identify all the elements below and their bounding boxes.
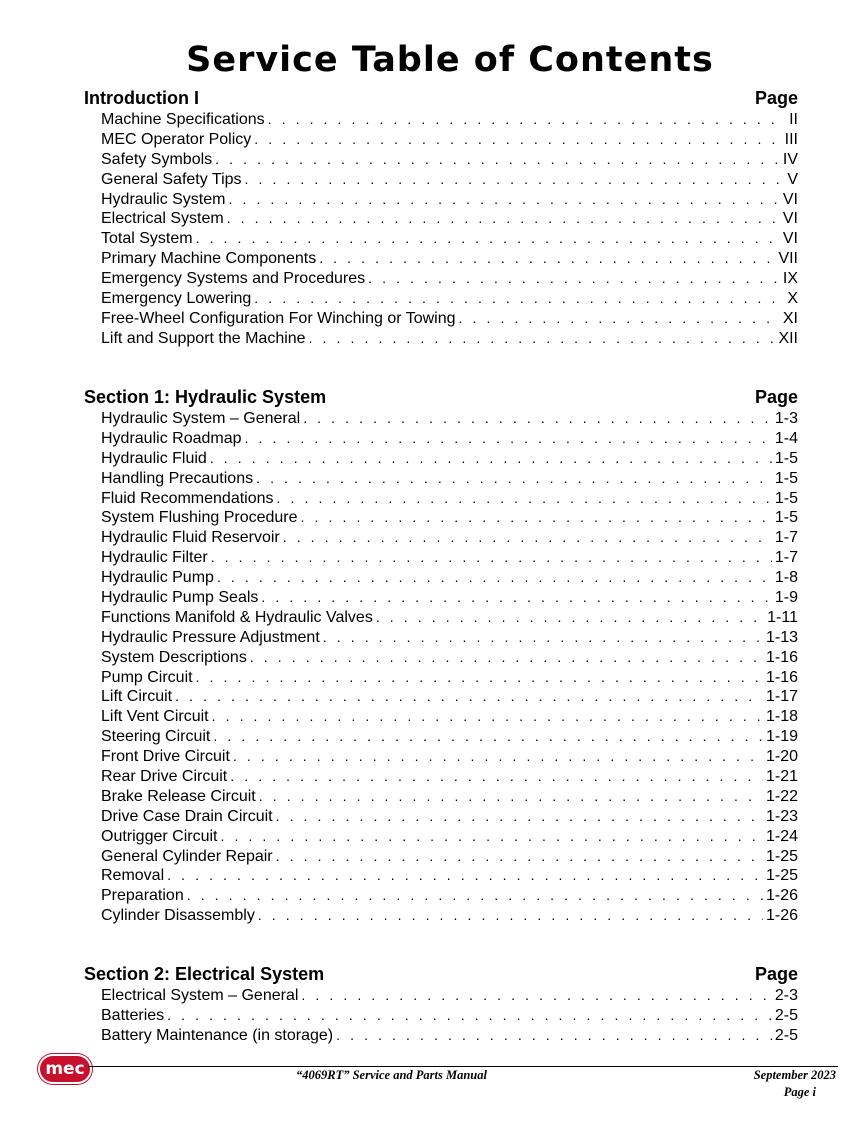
toc-entry-page: 2-5 (774, 1006, 798, 1024)
toc-entry-page: 1-8 (774, 569, 798, 587)
toc-entry-label: Total System (101, 230, 193, 248)
footer-rule (88, 1066, 838, 1067)
toc-entry-page: VI (782, 230, 798, 248)
dot-leader (368, 269, 780, 289)
section-page-label: Page (754, 88, 798, 108)
section-title: Introduction I (84, 88, 199, 108)
toc-entry-page: 1-7 (774, 549, 798, 567)
toc-entry[interactable] (101, 429, 798, 449)
dot-leader (220, 827, 762, 847)
toc-entry[interactable] (101, 767, 798, 787)
toc-entry-label: Emergency Systems and Procedures (101, 270, 366, 288)
toc-entry-label: Battery Maintenance (in storage) (101, 1026, 334, 1044)
footer-date: September 2023 (753, 1068, 836, 1082)
toc-entry-label: Outrigger Circuit (101, 827, 218, 845)
toc-entry-label: Hydraulic Roadmap (101, 429, 242, 447)
toc-entry[interactable] (101, 747, 798, 767)
toc-entry-label: Hydraulic System – General (101, 410, 301, 427)
section-heading (84, 86, 798, 110)
toc-entry-page: 1-17 (765, 688, 798, 706)
dot-leader (215, 150, 780, 170)
toc-entry[interactable] (101, 568, 798, 588)
dot-leader (210, 449, 772, 469)
toc-entry-page: 1-5 (774, 509, 798, 527)
toc-entry-label: Hydraulic System (101, 190, 226, 208)
mec-logo: mec (40, 1056, 90, 1082)
dot-leader (254, 130, 781, 150)
dot-leader (309, 329, 776, 349)
toc-entry[interactable] (101, 886, 798, 906)
toc-entry[interactable] (101, 449, 798, 469)
dot-leader (217, 568, 772, 588)
dot-leader (323, 628, 763, 648)
toc-entry-page: X (787, 290, 798, 308)
toc-entry-page: 1-5 (774, 489, 798, 507)
toc-entry-page: 1-5 (774, 449, 798, 467)
toc-entry-page: 1-26 (765, 907, 798, 925)
toc-entry-label: Hydraulic Fluid (101, 449, 207, 467)
toc-entry[interactable] (101, 648, 798, 668)
toc-entry-label: Electrical System (101, 210, 224, 228)
toc-entry-label: Hydraulic Pressure Adjustment (101, 628, 320, 646)
toc-entry-label: Cylinder Disassembly (101, 907, 255, 925)
section-page-label: Page (754, 387, 798, 407)
dot-leader (196, 229, 780, 249)
toc-entry-label: General Safety Tips (101, 170, 242, 188)
toc-entry-label: Lift Circuit (101, 688, 173, 706)
toc-entry-label: Free-Wheel Configuration For Winching or Towing (101, 309, 456, 327)
toc-entry-page: 1-5 (774, 469, 798, 487)
toc-entry[interactable] (101, 588, 798, 608)
dot-leader (233, 747, 763, 767)
toc-entry-label: Drive Case Drain Circuit (101, 807, 273, 825)
toc-entry-page: XII (778, 329, 798, 347)
dot-leader (245, 170, 785, 190)
footer-page-number: Page i (783, 1085, 816, 1099)
toc-entry[interactable] (101, 170, 798, 190)
toc-entry-label: Pump Circuit (101, 668, 193, 686)
dot-leader (167, 866, 763, 886)
toc-entry-label: Hydraulic Pump (101, 569, 214, 587)
toc-entry-page: 2-5 (774, 1026, 798, 1044)
toc-entry-label: Functions Manifold & Hydraulic Valves (101, 608, 373, 626)
toc-entry-page: III (784, 130, 798, 148)
toc-entry[interactable] (101, 269, 798, 289)
toc-section-hydraulic (84, 385, 798, 926)
dot-leader (211, 548, 772, 568)
section-title: Section 2: Electrical System (84, 964, 325, 984)
toc-entry-label: Fluid Recommendations (101, 489, 274, 507)
toc-entry-page: 1-21 (765, 768, 798, 786)
dot-leader (258, 906, 763, 926)
toc-entry[interactable] (101, 707, 798, 727)
toc-entry-page: II (789, 111, 798, 128)
dot-leader (276, 847, 763, 867)
section-heading (84, 385, 798, 409)
dot-leader (212, 707, 763, 727)
dot-leader (303, 409, 772, 429)
toc-entry-label: Hydraulic Filter (101, 549, 208, 567)
dot-leader (259, 787, 763, 807)
toc-entry-page: 2-3 (774, 987, 798, 1004)
toc-entry-page: 1-24 (765, 827, 798, 845)
dot-leader (319, 249, 775, 269)
toc-entry-page: IV (782, 150, 798, 168)
toc-entry[interactable] (101, 787, 798, 807)
toc-entry-page: 1-16 (765, 648, 798, 666)
toc-entry-label: Handling Precautions (101, 469, 254, 487)
toc-entry-label: Electrical System – General (101, 987, 299, 1004)
toc-entry[interactable] (101, 628, 798, 648)
toc-entry-label: Lift and Support the Machine (101, 329, 306, 347)
toc-entry-label: Rear Drive Circuit (101, 768, 228, 786)
toc-entry-label: Safety Symbols (101, 150, 213, 168)
toc-entry[interactable] (101, 309, 798, 329)
toc-entry[interactable] (101, 229, 798, 249)
toc-entry-label: Machine Specifications (101, 111, 265, 128)
dot-leader (167, 1006, 772, 1026)
toc-entry[interactable] (101, 409, 798, 429)
toc-entry[interactable] (101, 1006, 798, 1026)
toc-entry-label: MEC Operator Policy (101, 130, 252, 148)
toc-entry-page: 1-16 (765, 668, 798, 686)
toc-entry[interactable] (101, 469, 798, 489)
toc-entry-page: VI (782, 210, 798, 228)
toc-entry[interactable] (101, 1026, 798, 1046)
page-title: Service Table of Contents (186, 40, 714, 80)
dot-leader (283, 528, 772, 548)
toc-entry[interactable] (101, 528, 798, 548)
toc-entry-page: 1-19 (765, 728, 798, 746)
toc-entry[interactable] (101, 130, 798, 150)
toc-entry-label: Front Drive Circuit (101, 748, 230, 766)
toc-section-introduction (84, 86, 798, 349)
toc-entry[interactable] (101, 190, 798, 210)
toc-entry-label: Hydraulic Fluid Reservoir (101, 529, 280, 547)
toc-entry[interactable] (101, 329, 798, 349)
toc-entry[interactable] (101, 489, 798, 509)
dot-leader (228, 190, 779, 210)
dot-leader (276, 807, 763, 827)
toc-entry-label: System Descriptions (101, 648, 247, 666)
dot-leader (250, 648, 763, 668)
toc-entry-page: 1-22 (765, 787, 798, 805)
toc-entry-label: Preparation (101, 887, 184, 905)
toc-entry-page: 1-9 (774, 589, 798, 607)
toc-entry[interactable] (101, 847, 798, 867)
toc-entry-label: Removal (101, 867, 165, 885)
toc-entry-page: 1-26 (765, 887, 798, 905)
dot-leader (175, 687, 763, 707)
dot-leader (268, 110, 786, 130)
toc-section-electrical (84, 962, 798, 1046)
toc-entry[interactable] (101, 906, 798, 926)
toc-entry-label: Primary Machine Components (101, 250, 317, 268)
dot-leader (230, 767, 763, 787)
toc-entry[interactable] (101, 289, 798, 309)
dot-leader (227, 209, 780, 229)
toc-entry-label: Steering Circuit (101, 728, 211, 746)
dot-leader (301, 508, 772, 528)
dot-leader (256, 469, 772, 489)
toc-entry-page: IX (782, 270, 798, 288)
dot-leader (261, 588, 771, 608)
toc-entry-label: Lift Vent Circuit (101, 708, 209, 726)
toc-entry-page: 1-7 (774, 529, 798, 547)
toc-entry[interactable] (101, 986, 798, 1006)
toc-entry-label: Brake Release Circuit (101, 787, 256, 805)
toc-entry-label: System Flushing Procedure (101, 509, 298, 527)
toc-entry-page: 1-18 (765, 708, 798, 726)
toc-entry[interactable] (101, 687, 798, 707)
section-title: Section 1: Hydraulic System (84, 387, 327, 407)
toc-entry[interactable] (101, 727, 798, 747)
toc-entry[interactable] (101, 110, 798, 130)
dot-leader (254, 289, 784, 309)
toc-entry-page: 1-25 (765, 867, 798, 885)
dot-leader (301, 986, 771, 1006)
toc-entry-page: 1-3 (774, 410, 798, 427)
toc-entry-page: 1-13 (765, 628, 798, 646)
dot-leader (213, 727, 763, 747)
dot-leader (277, 489, 772, 509)
footer-manual-title: “4069RT” Service and Parts Manual (296, 1068, 487, 1082)
toc-entry-page: 1-25 (765, 847, 798, 865)
toc-entry-page: 1-20 (765, 748, 798, 766)
dot-leader (245, 429, 772, 449)
toc-entry-page: VII (778, 250, 798, 268)
toc-entry[interactable] (101, 249, 798, 269)
dot-leader (336, 1026, 772, 1046)
page-footer (0, 1056, 866, 1122)
section-heading (84, 962, 798, 986)
toc-entry-label: Batteries (101, 1006, 165, 1024)
toc-entry[interactable] (101, 209, 798, 229)
toc-entry[interactable] (101, 508, 798, 528)
toc-entry-label: Hydraulic Pump Seals (101, 589, 259, 607)
toc-entry-label: General Cylinder Repair (101, 847, 273, 865)
toc-entry[interactable] (101, 150, 798, 170)
toc-entry-page: 1-23 (765, 807, 798, 825)
section-page-label: Page (754, 964, 798, 984)
toc-entry[interactable] (101, 866, 798, 886)
toc-entry[interactable] (101, 548, 798, 568)
toc-entry-page: VI (782, 190, 798, 208)
toc-entry-label: Emergency Lowering (101, 290, 252, 308)
toc-entry[interactable] (101, 827, 798, 847)
dot-leader (187, 886, 763, 906)
toc-entry[interactable] (101, 807, 798, 827)
toc-entry-page: 1-4 (774, 429, 798, 447)
toc-entry-page: XI (782, 309, 798, 327)
toc-entry[interactable] (101, 608, 798, 628)
toc-entry-page: V (787, 170, 798, 188)
dot-leader (459, 309, 780, 329)
dot-leader (376, 608, 764, 628)
toc-entry[interactable] (101, 668, 798, 688)
dot-leader (196, 668, 763, 688)
toc-entry-page: 1-11 (767, 608, 798, 626)
